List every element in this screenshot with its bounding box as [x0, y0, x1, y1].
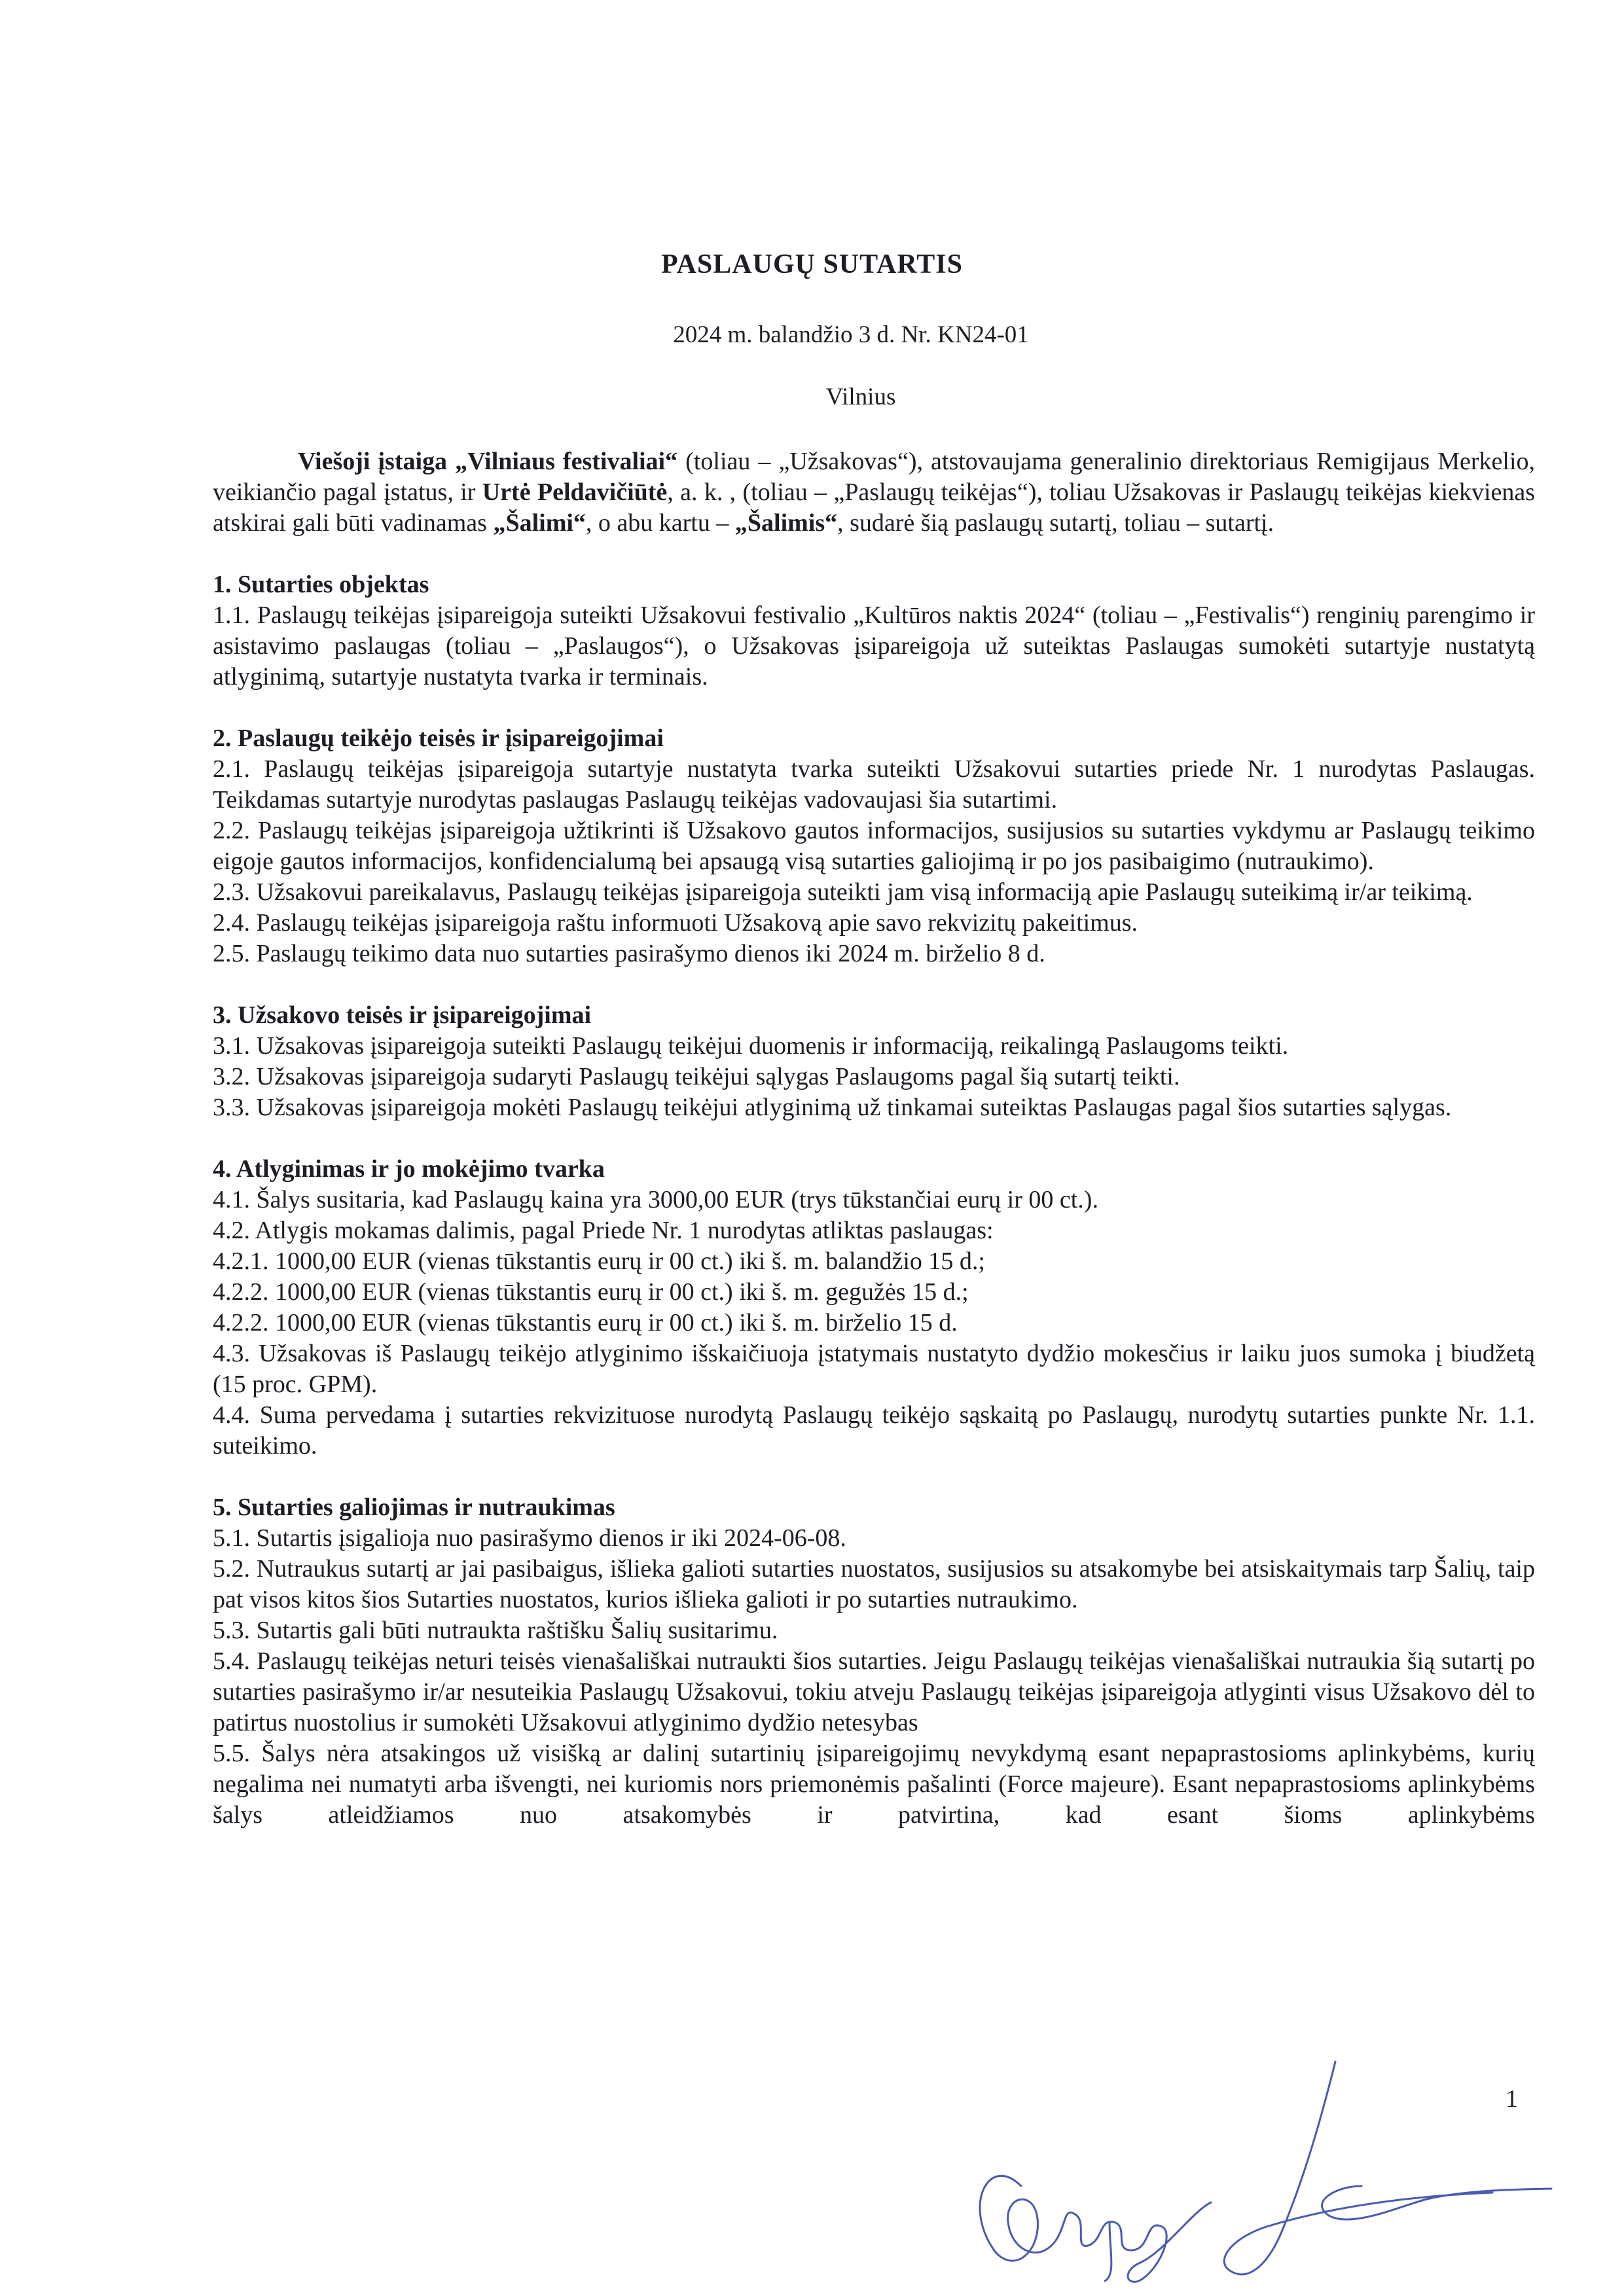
spacer: [213, 1123, 1535, 1154]
clause: 4.2. Atlygis mokamas dalimis, pagal Priede Nr. 1 nurodytas atliktas paslaugas:: [213, 1217, 994, 1244]
clause: 2.2. Paslaugų teikėjas įsipareigoja užtikrinti iš Užsakovo gautos informacijos, susijusios su sutarties vykdymu ar Paslaugų teikimo eigoje gautos informacijos, konfidencialumą bei apsaugą visą sutarties galiojimą ir po jos pasibaigimo (nutraukimo).: [213, 817, 1535, 875]
signature-2-loop: [1322, 2186, 1551, 2219]
section-heading: 1. Sutarties objektas: [213, 571, 429, 598]
intro-text-2: , a. k. , (toliau – „Paslaugų teikėjas“), toliau Užsakovas ir Paslaugų teikėjas kiekvienas atskirai gali būti vadinamas: [213, 478, 1536, 537]
spacer: [213, 969, 1535, 1000]
signature-1-stroke: [980, 2176, 1211, 2282]
clause: 4.2.1. 1000,00 EUR (vienas tūkstantis eurų ir 00 ct.) iki š. m. balandžio 15 d.;: [213, 1247, 985, 1275]
clause: 1.1. Paslaugų teikėjas įsipareigoja suteikti Užsakovui festivalio „Kultūros naktis 2024“ (toliau – „Festivalis“) renginių parengimo ir asistavimo paslaugas (toliau – „Paslaugos“), o Užsakovas įsipareigoja už suteiktas Paslaugas sumokėti sutartyje nustatytą atlyginimą, sutartyje nustatyta tvarka ir terminais.: [213, 601, 1535, 691]
signature-1-tail: [1105, 2222, 1111, 2281]
handwritten-signatures-icon: [943, 2055, 1571, 2291]
intro-paragraph: [213, 446, 1535, 539]
clause: 2.1. Paslaugų teikėjas įsipareigoja sutartyje nustatyta tvarka suteikti Užsakovui sutarties priede Nr. 1 nurodytas Paslaugas. Teikdamas sutartyje nurodytas paslaugas Paslaugų teikėjas vadovaujasi šia sutartimi.: [213, 755, 1535, 814]
spacer: [213, 1462, 1535, 1492]
clause: 4.4. Suma pervedama į sutarties rekvizituose nurodytą Paslaugų teikėjo sąskaitą po Paslaugų, nurodytų sutarties punkte Nr. 1.1. suteikimo.: [213, 1401, 1535, 1460]
clause: 3.3. Užsakovas įsipareigoja mokėti Paslaugų teikėjui atlyginimą už tinkamai suteiktas Paslaugas pagal šios sutarties sąlygas.: [213, 1094, 1452, 1121]
clause: 2.5. Paslaugų teikimo data nuo sutarties pasirašymo dienos iki 2024 m. birželio 8 d.: [213, 940, 1045, 967]
provider-name: Urtė Peldavičiūtė: [482, 478, 668, 506]
clause: 5.1. Sutartis įsigalioja nuo pasirašymo dienos ir iki 2024-06-08.: [213, 1524, 846, 1552]
document-date-number: 2024 m. balandžio 3 d. Nr. KN24-01: [673, 321, 1029, 348]
clause: 5.3. Sutartis gali būti nutraukta raštišku Šalių susitarimu.: [213, 1617, 778, 1644]
section-heading: 5. Sutarties galiojimas ir nutraukimas: [213, 1494, 615, 1521]
section-heading: 4. Atlyginimas ir jo mokėjimo tvarka: [213, 1155, 605, 1183]
clause: 4.1. Šalys susitaria, kad Paslaugų kaina yra 3000,00 EUR (trys tūkstančiai eurų ir 00 ct.).: [213, 1186, 1098, 1213]
document-title: PASLAUGŲ SUTARTIS: [661, 249, 963, 279]
clause: 5.2. Nutraukus sutartį ar jai pasibaigus, išlieka galioti sutarties nuostatos, susijusios su atsakomybe bei atsiskaitymais tarp Šalių, taip pat visos kitos šios Sutarties nuostatos, kurios išlieka galioti ir po sutarties nutraukimo.: [213, 1555, 1535, 1613]
document-city: Vilnius: [825, 384, 896, 410]
clause: 3.1. Užsakovas įsipareigoja suteikti Paslaugų teikėjui duomenis ir informaciją, reikalingą Paslaugoms teikti.: [213, 1032, 1289, 1060]
clause: 4.2.2. 1000,00 EUR (vienas tūkstantis eurų ir 00 ct.) iki š. m. gegužės 15 d.;: [213, 1278, 969, 1306]
section-heading: 3. Užsakovo teisės ir įsipareigojimai: [213, 1001, 592, 1029]
party-plural-label: „Šalimis“: [734, 509, 838, 537]
signature-2-stroke: [1224, 2062, 1492, 2274]
section-heading: 2. Paslaugų teikėjo teisės ir įsipareigojimai: [213, 725, 664, 752]
client-org-name: Viešoji įstaiga „Vilniaus festivaliai“: [298, 448, 678, 475]
intro-text-3: , o abu kartu –: [585, 509, 735, 537]
clause: 2.3. Užsakovui pareikalavus, Paslaugų teikėjas įsipareigoja suteikti jam visą informaciją apie Paslaugų suteikimą ir/ar teikimą.: [213, 878, 1473, 906]
document-body: [213, 446, 1535, 1831]
clause: 3.2. Užsakovas įsipareigoja sudaryti Paslaugų teikėjui sąlygas Paslaugoms pagal šią sutartį teikti.: [213, 1063, 1180, 1090]
intro-text-4: , sudarė šią paslaugų sutartį, toliau – sutartį.: [837, 509, 1274, 537]
intro-text-1: (toliau – „Užsakovas“), atstovaujama generalinio direktoriaus Remigijaus Merkelio, veikiančio pagal įstatus, ir: [213, 448, 1536, 506]
spacer: [213, 692, 1535, 723]
clause: 4.3. Užsakovas iš Paslaugų teikėjo atlyginimo išskaičiuoja įstatymais nustatyto dydžio mokesčius ir laiku juos sumoka į biudžetą (15 proc. GPM).: [213, 1340, 1535, 1398]
clause: 4.2.2. 1000,00 EUR (vienas tūkstantis eurų ir 00 ct.) iki š. m. birželio 15 d.: [213, 1309, 958, 1336]
clause: 5.4. Paslaugų teikėjas neturi teisės vienašališkai nutraukti šios sutarties. Jeigu Paslaugų teikėjas vienašališkai nutraukia šią sutartį po sutarties pasirašymo ir/ar nesuteikia Paslaugų Užsakovui, tokiu atveju Paslaugų teikėjas įsipareigoja atlyginti visus Užsakovo dėl to patirtus nuostolius ir sumokėti Užsakovui atlyginimo dydžio netesybas: [213, 1647, 1535, 1736]
spacer: [213, 539, 1535, 569]
party-singular-label: „Šalimi“: [493, 509, 586, 537]
clause: 5.5. Šalys nėra atsakingos už visišką ar dalinį sutartinių įsipareigojimų nevykdymą esant nepaprastosioms aplinkybėms, kurių negalima nei numatyti arba išvengti, nei kuriomis nors priemonėmis pašalinti (Force majeure). Esant nepaprastosioms aplinkybėms šalys atleidžiamos nuo atsakomybės ir patvirtina, kad esant šioms aplinkybėms: [213, 1740, 1535, 1829]
page-number: 1: [1506, 2085, 1518, 2113]
clause: 2.4. Paslaugų teikėjas įsipareigoja raštu informuoti Užsakovą apie savo rekvizitų pakeitimus.: [213, 909, 1138, 937]
